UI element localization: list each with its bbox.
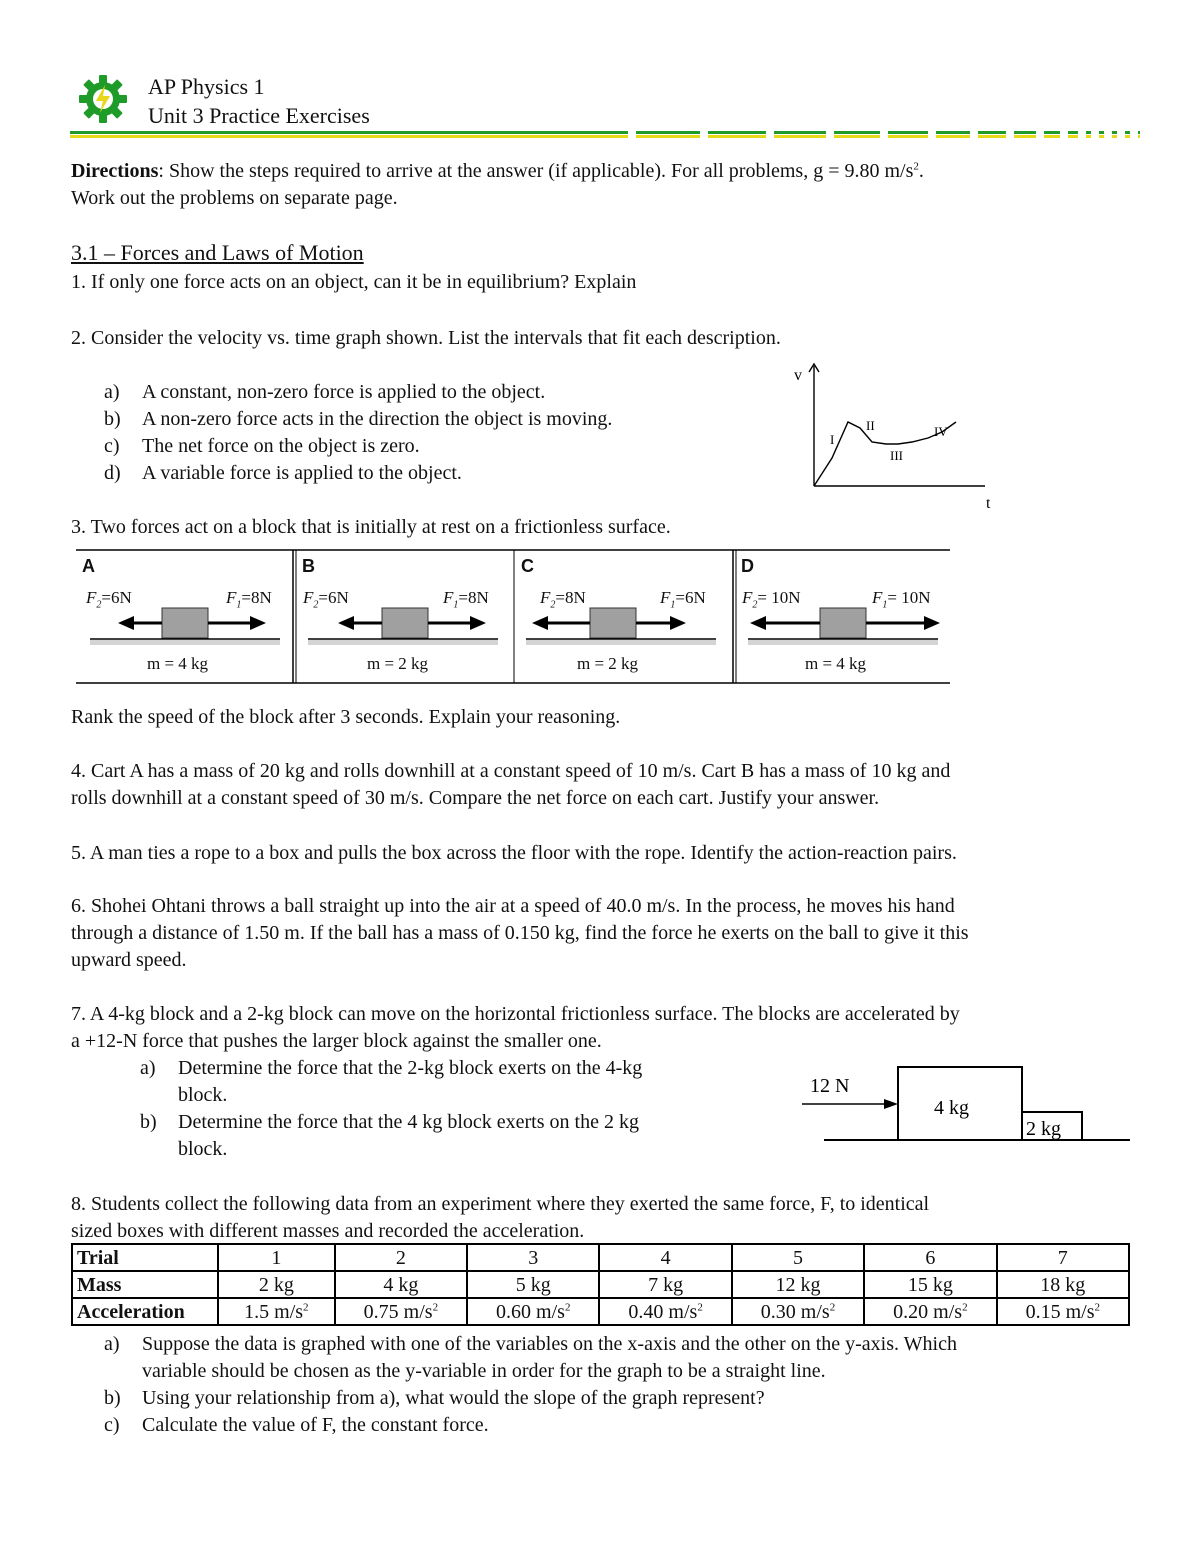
force-12N-label: 12 N [810,1075,850,1097]
header-rule-dash [1014,131,1036,134]
table-cell: 0.20 $m/s^2$ [864,1298,996,1325]
table-row-trial [72,1244,1129,1271]
panel-B-diagram [308,605,504,653]
q2-item-b: b) A non-zero force acts in the direction the object is moving. [104,408,613,430]
section-title: 3.1 – Forces and Laws of Motion [71,240,364,265]
table-cell: 6 [864,1244,996,1271]
header-rule-dash [1125,135,1130,138]
table-row-mass [72,1271,1129,1298]
panel-A-mass: m = 4 kg [147,654,209,673]
q3-rank-prompt: Rank the speed of the block after 3 seconds. Explain your reasoning. [71,706,621,728]
row-header-trial: Trial [72,1244,218,1271]
interval-IV-label: IV [934,424,948,439]
question-7-line-2: a +12-N force that pushes the larger block against the smaller one. [71,1030,602,1052]
panel-D-label: D [741,556,754,576]
question-5: 5. A man ties a rope to a box and pulls the box across the floor with the rope. Identify the action-reaction pairs. [71,842,957,864]
header-rule-dash [1125,131,1130,134]
panel-B-mass: m = 2 kg [367,654,429,673]
q8-item-b: b) Using your relationship from a), what would the slope of the graph represent? [104,1387,765,1409]
header-rule-dash [978,135,1006,138]
panel-C-diagram [526,605,722,653]
header-rule-dash [708,131,766,134]
panel-B-f1: $F_1=8N$ [443,588,489,611]
table-cell: 7 [997,1244,1129,1271]
question-6-line-1: 6. Shohei Ohtani throws a ball straight up into the air at a speed of 40.0 m/s. In the process, he moves his hand [71,895,955,917]
q7-item-a-cont: block. [178,1084,228,1106]
directions-label: Directions [71,160,159,182]
table-cell: 7 kg [599,1271,731,1298]
question-6-line-2: through a distance of 1.50 m. If the ball has a mass of 0.150 kg, find the force he exerts on the ball to give it this [71,922,969,944]
header-rule-dash [1044,135,1060,138]
panel-A-f1: $F_1=8N$ [226,588,272,611]
header-rule-dash [774,131,826,134]
table-cell: 18 kg [997,1271,1129,1298]
header-divider [70,131,1142,141]
table-cell: 2 kg [218,1271,335,1298]
header-rule-dash [978,131,1006,134]
header-rule-dash [1099,131,1104,134]
question-4-line-1: 4. Cart A has a mass of 20 kg and rolls downhill at a constant speed of 10 m/s. Cart B has a mass of 10 kg and [71,760,951,782]
header-rule-dash [1138,135,1140,138]
header-rule-dash [1138,131,1140,134]
block-2kg-label: 2 kg [1026,1118,1061,1140]
q7-item-a: a) Determine the force that the 2-kg block exerts on the 4-kg [140,1057,643,1079]
question-8-line-2: sized boxes with different masses and recorded the acceleration. [71,1220,585,1242]
block-4kg-label: 4 kg [934,1097,969,1119]
directions-line-2: Work out the problems on separate page. [71,187,398,209]
table-cell: 1 [218,1244,335,1271]
header-rule-dash [834,135,880,138]
panel-A-diagram [90,605,286,653]
interval-II-label: II [866,418,875,433]
table-cell: 0.15 $m/s^2$ [997,1298,1129,1325]
header-rule-dash [888,135,928,138]
panel-A-f2: $F_2=6N$ [86,588,132,611]
interval-III-label: III [890,448,903,463]
q8-item-c: c) Calculate the value of F, the constant force. [104,1414,489,1436]
row-header-mass: Mass [72,1271,218,1298]
table-cell: 5 kg [467,1271,599,1298]
panel-D-f2: $F_2= 10N$ [742,588,801,611]
header-rule-dash [1014,135,1036,138]
panel-C-f1: $F_1=6N$ [660,588,706,611]
panel-D-mass: m = 4 kg [805,654,867,673]
course-title: AP Physics 1 [148,74,265,99]
panel-B-label: B [302,556,315,576]
table-cell: 15 kg [864,1271,996,1298]
q2-item-d: d) A variable force is applied to the object. [104,462,462,484]
header-rule-dash [708,135,766,138]
header-rule-dash [636,135,700,138]
question-6-line-3: upward speed. [71,949,187,971]
panel-C-label: C [521,556,534,576]
panel-D-diagram [748,605,944,653]
question-1: 1. If only one force acts on an object, can it be in equilibrium? Explain [71,271,637,293]
panel-C-f2: $F_2=8N$ [540,588,586,611]
header-rule-dash [774,135,826,138]
table-cell: 12 kg [732,1271,864,1298]
header-rule-dash [1099,135,1104,138]
velocity-time-graph [780,358,1010,516]
question-8-line-1: 8. Students collect the following data from an experiment where they exerted the same force, F, to identical [71,1193,930,1215]
q2-item-a: a) A constant, non-zero force is applied to the object. [104,381,546,403]
header-rule-dash [936,131,970,134]
table-cell: 0.60 $m/s^2$ [467,1298,599,1325]
mass-acceleration-table [71,1243,1130,1326]
table-cell: 5 [732,1244,864,1271]
q7-item-b: b) Determine the force that the 4 kg block exerts on the 2 kg [140,1111,639,1133]
blocks-diagram [800,1062,1135,1144]
question-4-line-2: rolls downhill at a constant speed of 30 m/s. Compare the net force on each cart. Justify your answer. [71,787,880,809]
table-cell: 0.75 $m/s^2$ [335,1298,467,1325]
table-cell: 0.40 $m/s^2$ [599,1298,731,1325]
question-2: 2. Consider the velocity vs. time graph shown. List the intervals that fit each description. [71,327,781,349]
header-rule-dash [936,135,970,138]
header-rule-dash [1112,135,1117,138]
gear-logo-icon [76,72,130,126]
panel-C-mass: m = 2 kg [577,654,639,673]
t-axis-label: t [986,495,991,512]
table-row-acceleration [72,1298,1129,1325]
row-header-acceleration: Acceleration [72,1298,218,1325]
v-axis-label: v [794,367,802,384]
panel-A-label: A [82,556,95,576]
header-rule-dash [636,131,700,134]
q7-item-b-cont: block. [178,1138,228,1160]
table-cell: 2 [335,1244,467,1271]
table-cell: 1.5 $m/s^2$ [218,1298,335,1325]
interval-I-label: I [830,432,835,447]
header-rule-dash [888,131,928,134]
header-rule-dash [1068,135,1078,138]
table-cell: 4 [599,1244,731,1271]
table-cell: 4 kg [335,1271,467,1298]
unit-title: Unit 3 Practice Exercises [148,103,370,128]
header-rule-dash [1068,131,1078,134]
table-cell: 0.30 $m/s^2$ [732,1298,864,1325]
header-rule-dash [1112,131,1117,134]
header-rule-dash [1086,135,1091,138]
question-3: 3. Two forces act on a block that is initially at rest on a frictionless surface. [71,516,671,538]
header-rule-dash [1086,131,1091,134]
header-rule-dash [834,131,880,134]
q2-item-c: c) The net force on the object is zero. [104,435,420,457]
header-rule-dash [1044,131,1060,134]
question-7-line-1: 7. A 4-kg block and a 2-kg block can move on the horizontal frictionless surface. The blocks are accelerated by [71,1003,960,1025]
table-cell: 3 [467,1244,599,1271]
directions-line-1: Directions: Show the steps required to arrive at the answer (if applicable). For all problems, g = 9.80 $m/s^2$. [71,160,924,182]
q8-item-a: a) Suppose the data is graphed with one of the variables on the x-axis and the other on the y-axis. Which [104,1333,957,1355]
panel-D-f1: $F_1= 10N$ [872,588,931,611]
q8-item-a-cont: variable should be chosen as the y-variable in order for the graph to be a straight line. [142,1360,826,1382]
panel-B-f2: $F_2=6N$ [303,588,349,611]
